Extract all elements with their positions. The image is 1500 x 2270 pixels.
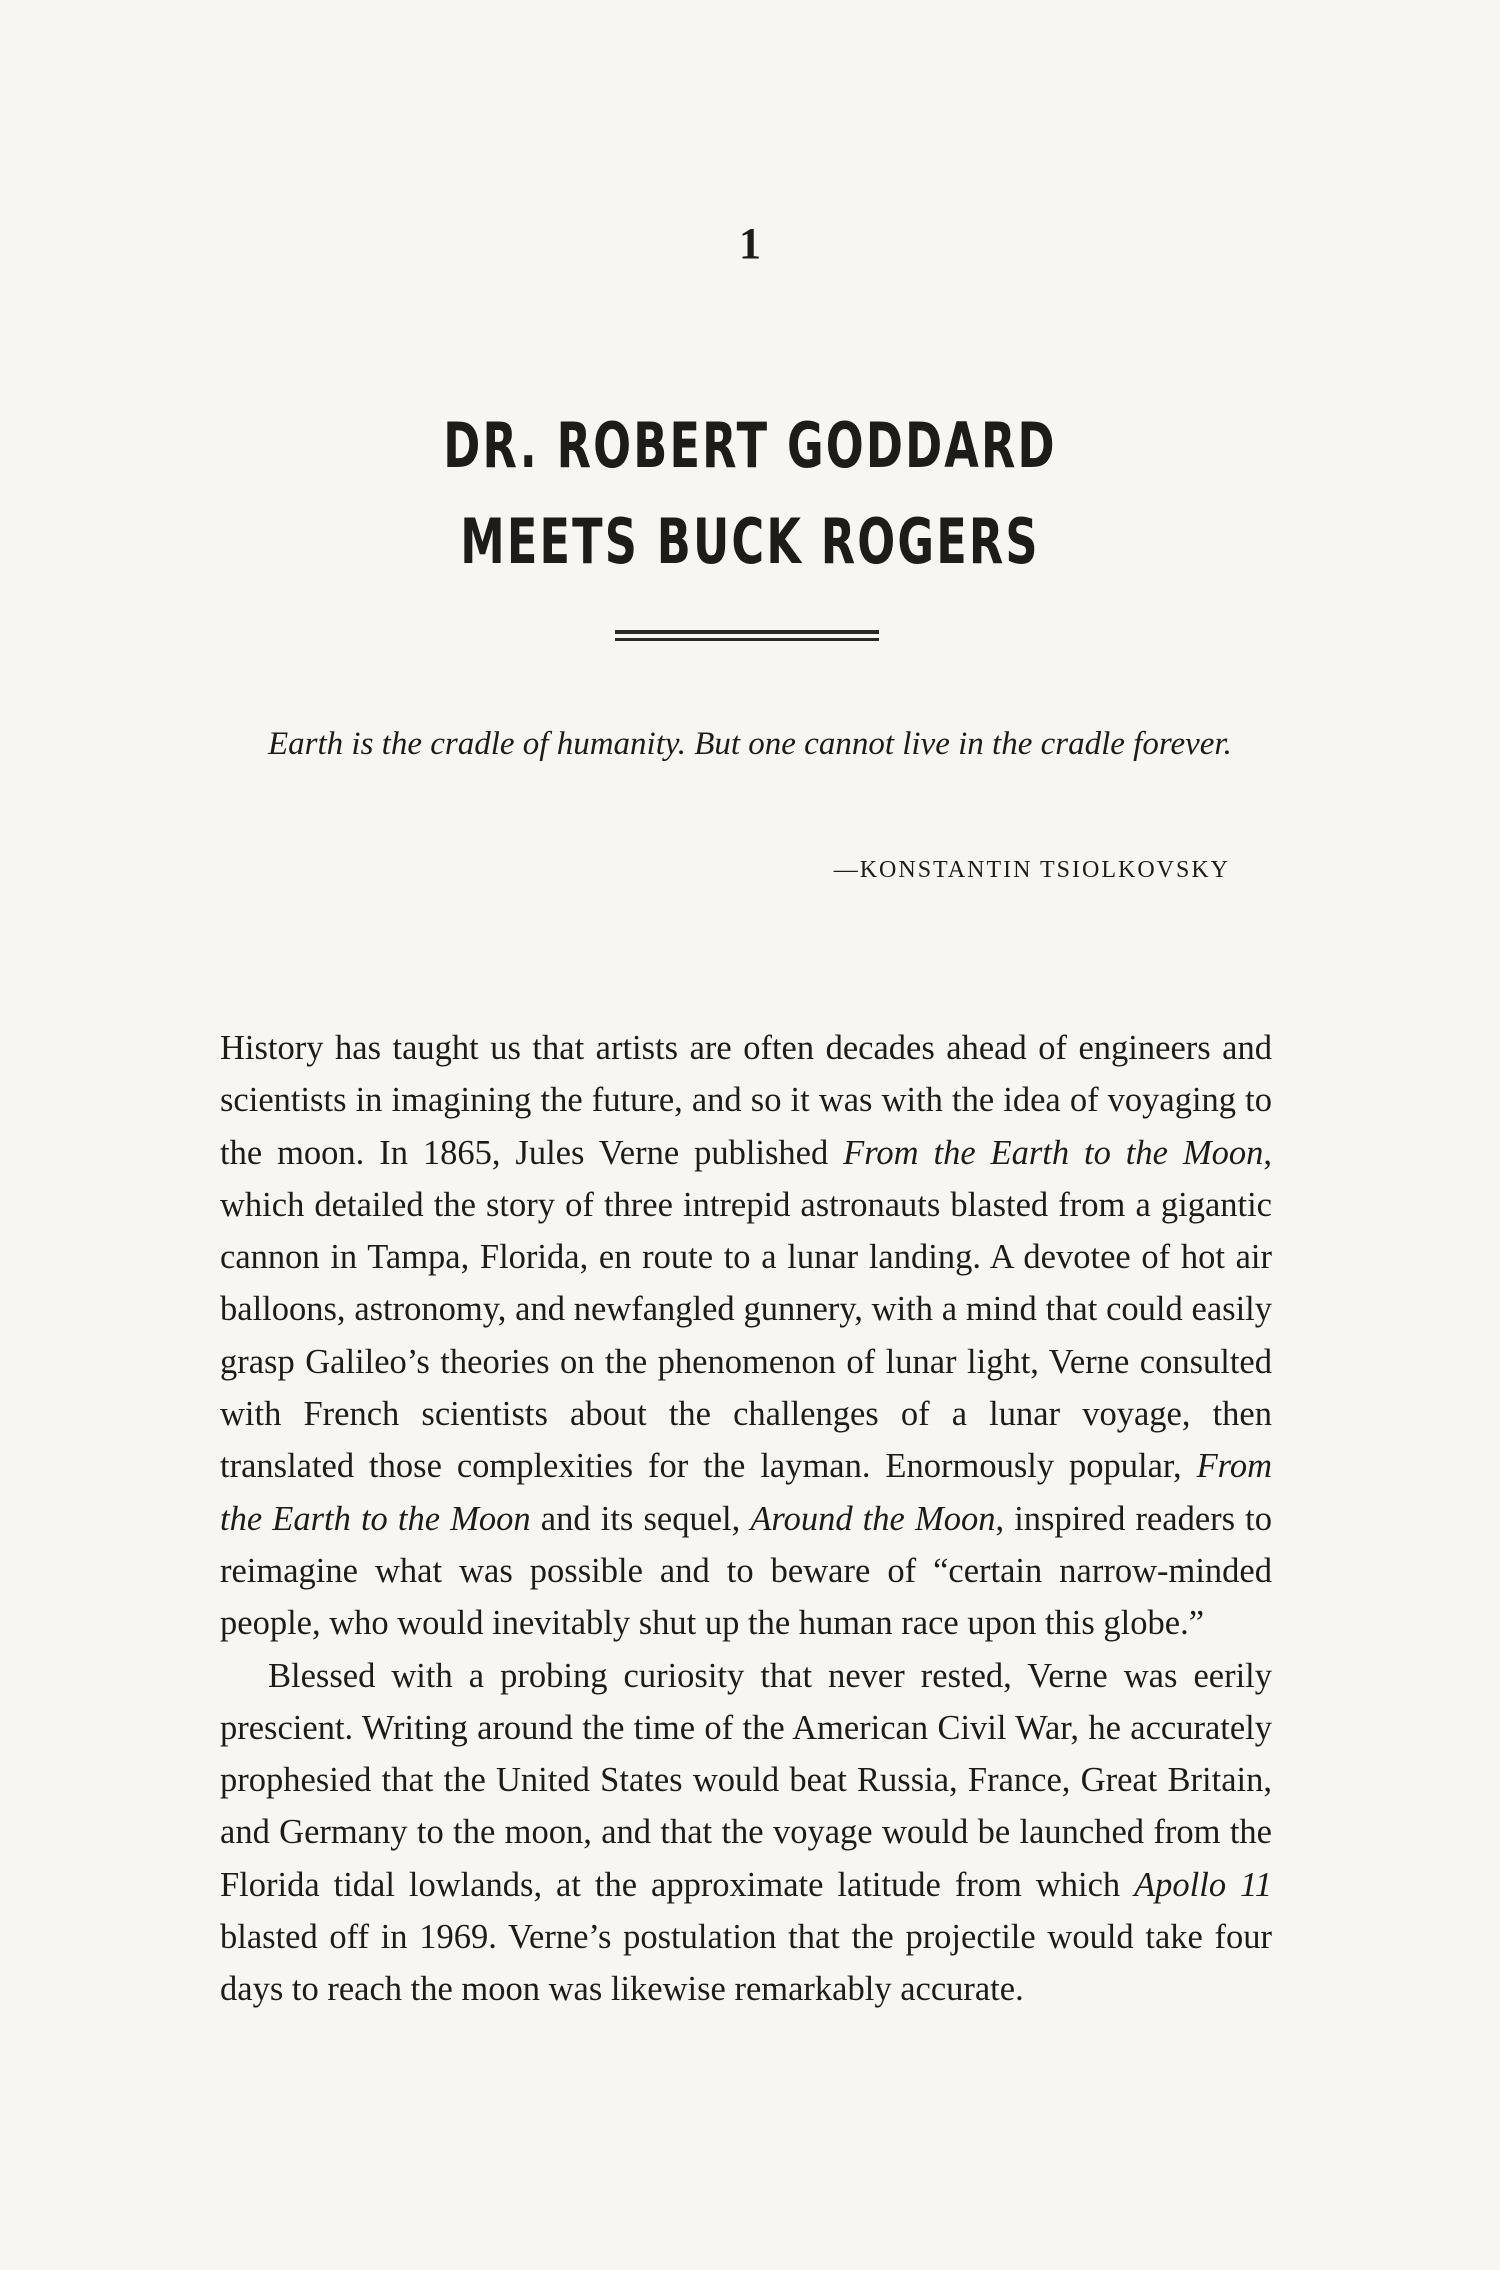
paragraph-2-text-b: blasted off in 1969. Verne’s postulation that the projectile would take four days to reach the moon was likewise remarkably accurate. [220,1918,1272,2009]
paragraph-1 [220,1022,1272,1650]
title-divider-bottom [615,638,879,641]
paragraph-1-text-a: History has taught us that artists are often decades ahead of engineers and scientists in imagining the future, and so it was with the idea of voyaging to the moon. In 1865, Jules Verne published [220,1029,1272,1172]
epigraph-attribution: —KONSTANTIN TSIOLKOVSKY [833,857,1230,883]
book-title-around-the-moon: Around the Moon [750,1499,996,1538]
book-title-from-the-earth-to-the-moon-2: From the Earth to the Moon [220,1447,1272,1538]
paragraph-1-text-c: and its sequel, [530,1499,751,1538]
epigraph-quote: Earth is the cradle of humanity. But one cannot live in the cradle forever. [268,726,1232,762]
mission-name-apollo-11: Apollo 11 [1134,1865,1272,1904]
paragraph-2 [220,1650,1272,2016]
chapter-title-line-2: MEETS BUCK ROGERS [460,505,1040,578]
chapter-title [210,398,1290,590]
chapter-number: 1 [739,219,761,268]
title-divider-top [615,630,879,634]
book-title-from-the-earth-to-the-moon: From the Earth to the Moon [843,1133,1264,1172]
paragraph-1-text-d: , inspired readers to reimagine what was possible and to beware of “certain narrow-minded people, who would inevitably shut up the human race upon this globe.” [220,1499,1273,1643]
paragraph-2-text-a: Blessed with a probing curiosity that never rested, Verne was eerily prescient. Writing around the time of the American Civil War, he accurately prophesied that the United States would beat Russia, France, Great Britain, and Germany to the moon, and that the voyage would be launched from the Florida tidal lowlands, at the approximate latitude from which [220,1656,1272,1904]
paragraph-1-text-b: , which detailed the story of three intrepid astronauts blasted from a gigantic cannon in Tampa, Florida, en route to a lunar landing. A devotee of hot air balloons, astronomy, and newfangled gunnery, with a mind that could easily grasp Galileo’s theories on the phenomenon of lunar light, Verne consulted with French scientists about the challenges of a lunar voyage, then translated those complexities for the layman. Enormously popular, [220,1133,1272,1486]
body-text [220,1022,1272,2016]
chapter-title-line-1: DR. ROBERT GODDARD [443,409,1057,482]
